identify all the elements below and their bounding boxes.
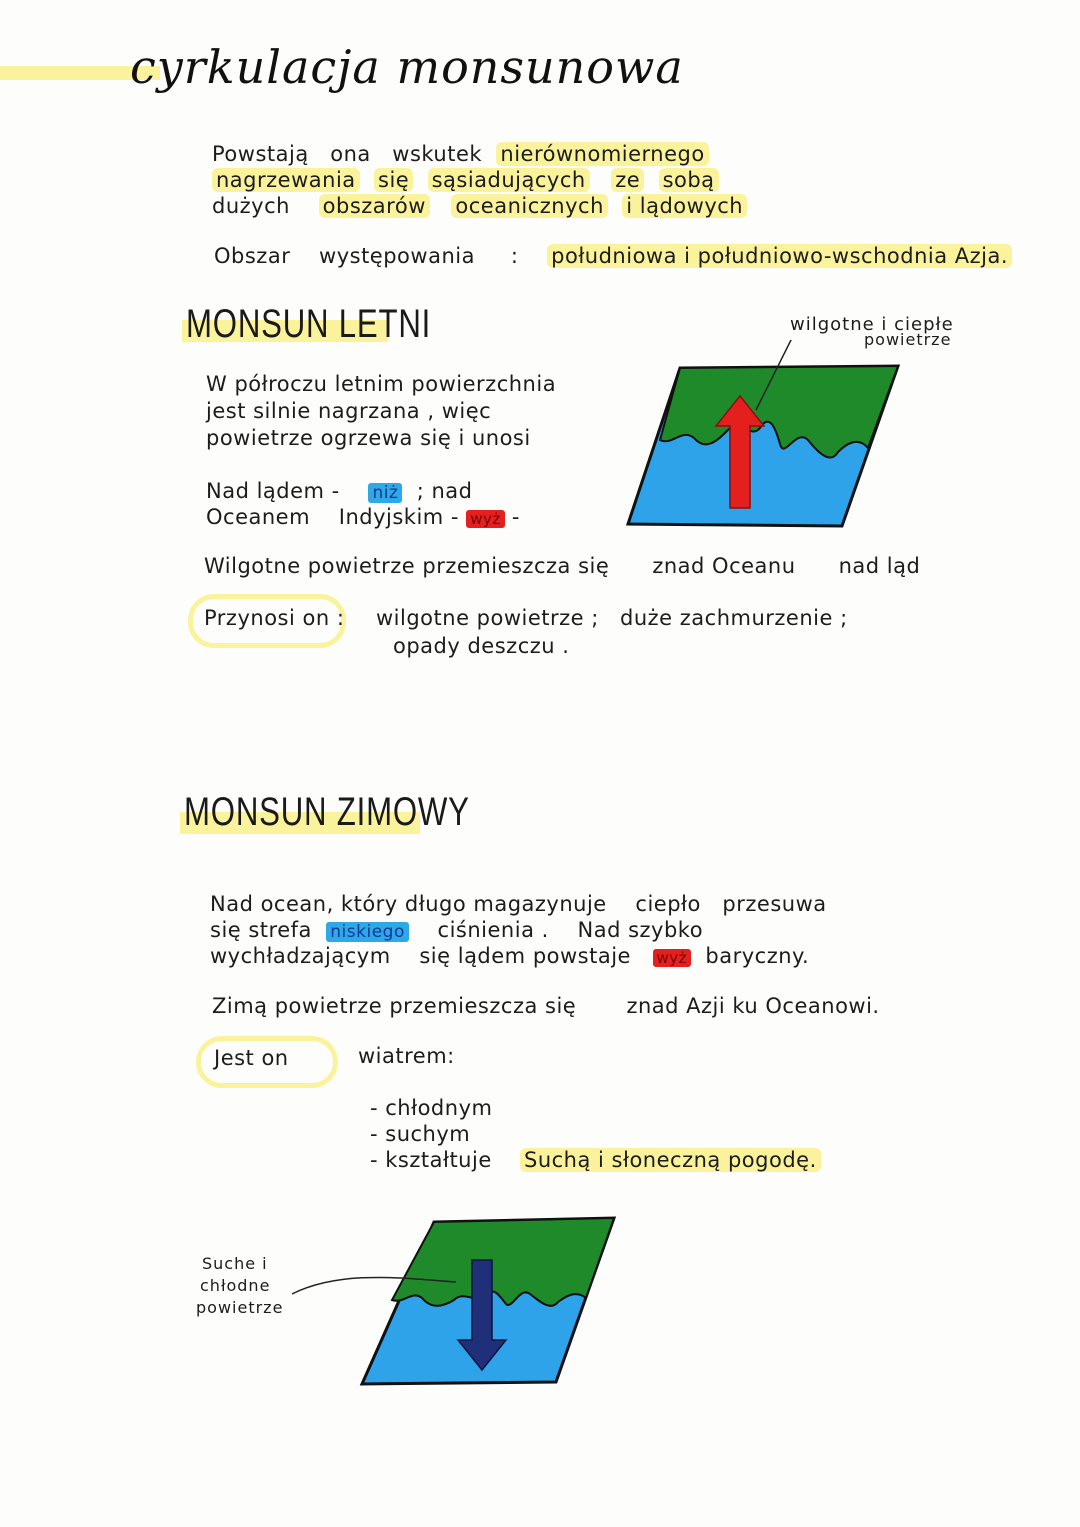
intro-word: Powstają [212,142,309,166]
winter-diagram-label-1: Suche i [202,1254,268,1273]
brings-item-3: opady deszczu . [393,634,570,658]
summer-monsoon-diagram [620,340,920,540]
winter-text: przesuwa [722,892,827,916]
weather-highlight-wrap [520,1148,821,1172]
intro-word: dużych [212,194,290,218]
area-label: występowania [319,244,475,268]
winter-text: się lądem powstaje [419,944,631,968]
low-pressure-badge: niż [368,483,402,503]
intro-highlight: się [374,168,413,192]
movement-text: nad ląd [838,554,921,578]
summer-pressure-1 [206,479,473,503]
pressure-text: Oceanem [206,505,311,529]
intro-line-3 [212,194,747,218]
movement-text: Wilgotne powietrze przemieszcza się [204,554,610,578]
area-value: południowa i południowo-wschodnia Azja. [547,244,1012,268]
intro-highlight: nagrzewania [212,168,360,192]
winter-text: ciśnienia . [437,918,549,942]
low-pressure-badge: niskiego [326,922,409,942]
land-area [392,1218,614,1306]
page-title: cyrkulacja monsunowa [130,40,684,94]
winter-text: Nad ocean, który długo magazynuje [210,892,607,916]
summer-diagram-label-2: powietrze [864,330,952,349]
wind-label: wiatrem: [358,1044,455,1068]
summer-desc-3: powietrze ogrzewa się i unosi [206,426,531,450]
summer-diagram-label-1: wilgotne i ciepłe [790,314,954,335]
high-pressure-badge: wyż [653,949,692,967]
winter-p1 [210,892,827,916]
intro-highlight: nierównomiernego [496,142,708,166]
intro-highlight: sobą [659,168,719,192]
winter-heading: MONSUN ZIMOWY [184,790,470,834]
weather-text: Suchą i słoneczną pogodę. [520,1148,821,1172]
winter-diagram-label-3: powietrze [196,1298,284,1317]
summer-desc-2: jest silnie nagrzana , więc [206,399,492,423]
winter-text: baryczny. [705,944,810,968]
pressure-text: Nad lądem - [206,479,340,503]
wind-bullet-1: - chłodnym [370,1096,493,1120]
brings-item-2: duże zachmurzenie ; [620,606,848,630]
winter-p3 [210,944,809,968]
intro-line-1 [212,142,709,166]
high-pressure-badge: wyż [466,510,505,528]
movement-text: znad Azji ku Oceanowi. [626,994,880,1018]
winter-text: ciepło [635,892,701,916]
winter-text: się strefa [210,918,312,942]
wind-bullet-3: - kształtuje [370,1148,492,1172]
pressure-text: ; nad [416,479,473,503]
brings-label: Przynosi on : [204,606,345,630]
intro-highlight: ze [611,168,644,192]
intro-word: wskutek [392,142,483,166]
movement-text: Zimą powietrze przemieszcza się [212,994,577,1018]
intro-highlight: sąsiadujących [428,168,590,192]
winter-diagram-label-2: chłodne [200,1276,271,1295]
brings-item-1: wilgotne powietrze ; [376,606,599,630]
winter-movement [212,994,880,1018]
is-label: Jest on [214,1046,289,1070]
intro-highlight: i lądowych [622,194,747,218]
area-label: Obszar [214,244,291,268]
intro-highlight: oceanicznych [451,194,608,218]
summer-movement [204,554,920,578]
summer-pressure-2 [206,505,520,529]
summer-heading: MONSUN LETNI [186,302,432,346]
winter-p2 [210,918,703,942]
summer-desc-1: W półroczu letnim powierzchnia [206,372,557,396]
wind-bullet-2: - suchym [370,1122,471,1146]
pressure-text: Indyjskim - [338,505,460,529]
movement-text: znad Oceanu [652,554,796,578]
winter-text: Nad szybko [577,918,704,942]
pressure-text: - [511,505,520,529]
intro-word: ona [330,142,371,166]
area-line [214,244,1012,268]
winter-monsoon-diagram [280,1210,630,1390]
intro-highlight: obszarów [319,194,430,218]
area-colon: : [510,244,519,268]
winter-text: wychładzającym [210,944,391,968]
intro-line-2 [212,168,719,192]
